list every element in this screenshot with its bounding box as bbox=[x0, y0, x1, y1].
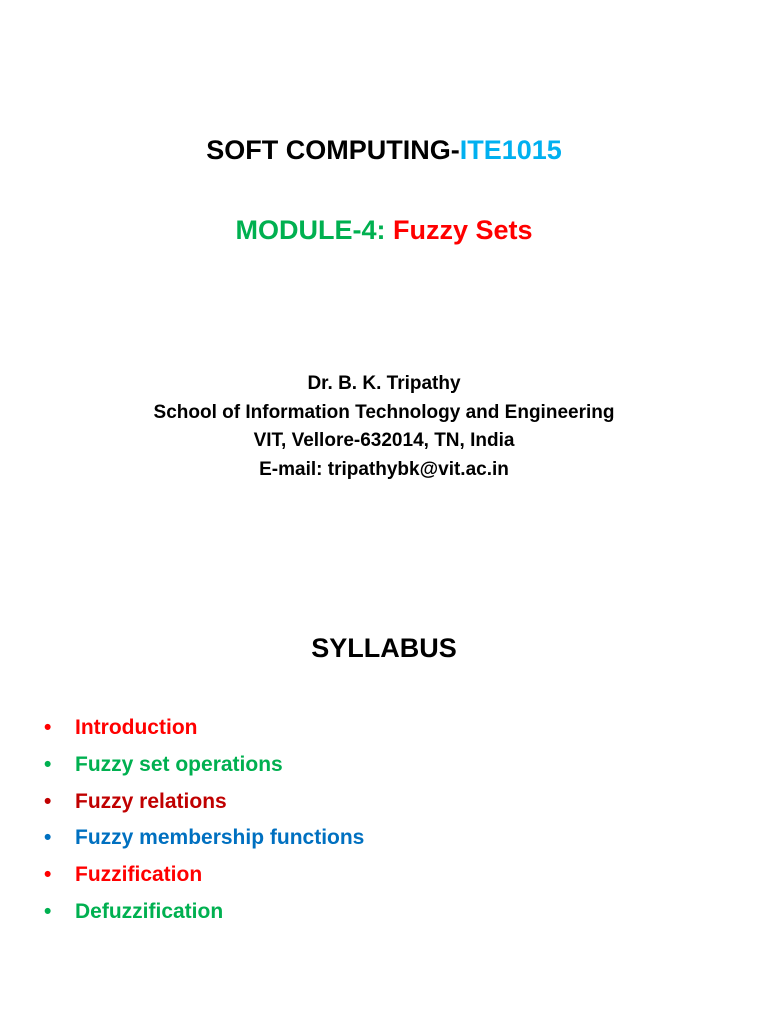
bullet-icon: • bbox=[44, 789, 52, 813]
author-address: VIT, Vellore-632014, TN, India bbox=[253, 430, 515, 451]
course-code: ITE1015 bbox=[459, 135, 562, 165]
bullet-icon: • bbox=[44, 826, 52, 850]
course-name: SOFT COMPUTING- bbox=[206, 135, 460, 165]
syllabus-item-text: Fuzzy set operations bbox=[75, 752, 283, 776]
module-heading bbox=[0, 212, 768, 248]
author-block bbox=[0, 370, 768, 484]
syllabus-item-text: Fuzzification bbox=[75, 863, 203, 887]
syllabus-item-text: Defuzzification bbox=[75, 899, 224, 923]
bullet-icon: • bbox=[44, 716, 52, 739]
author-school: School of Information Technology and Engineering bbox=[153, 401, 615, 423]
syllabus-item-text: Introduction bbox=[75, 716, 198, 739]
module-topic: Fuzzy Sets bbox=[392, 215, 533, 245]
author-email: E-mail: tripathybk@vit.ac.in bbox=[259, 458, 509, 480]
author-name: Dr. B. K. Tripathy bbox=[307, 373, 461, 394]
bullet-icon: • bbox=[44, 863, 52, 887]
syllabus-item-text: Fuzzy membership functions bbox=[75, 826, 365, 850]
bullet-icon: • bbox=[44, 899, 52, 923]
syllabus-item-text: Fuzzy relations bbox=[75, 789, 227, 813]
bullet-icon: • bbox=[44, 752, 52, 776]
syllabus-heading: SYLLABUS bbox=[311, 633, 457, 663]
module-label: MODULE-4: bbox=[235, 215, 393, 245]
slide-title bbox=[0, 132, 768, 168]
